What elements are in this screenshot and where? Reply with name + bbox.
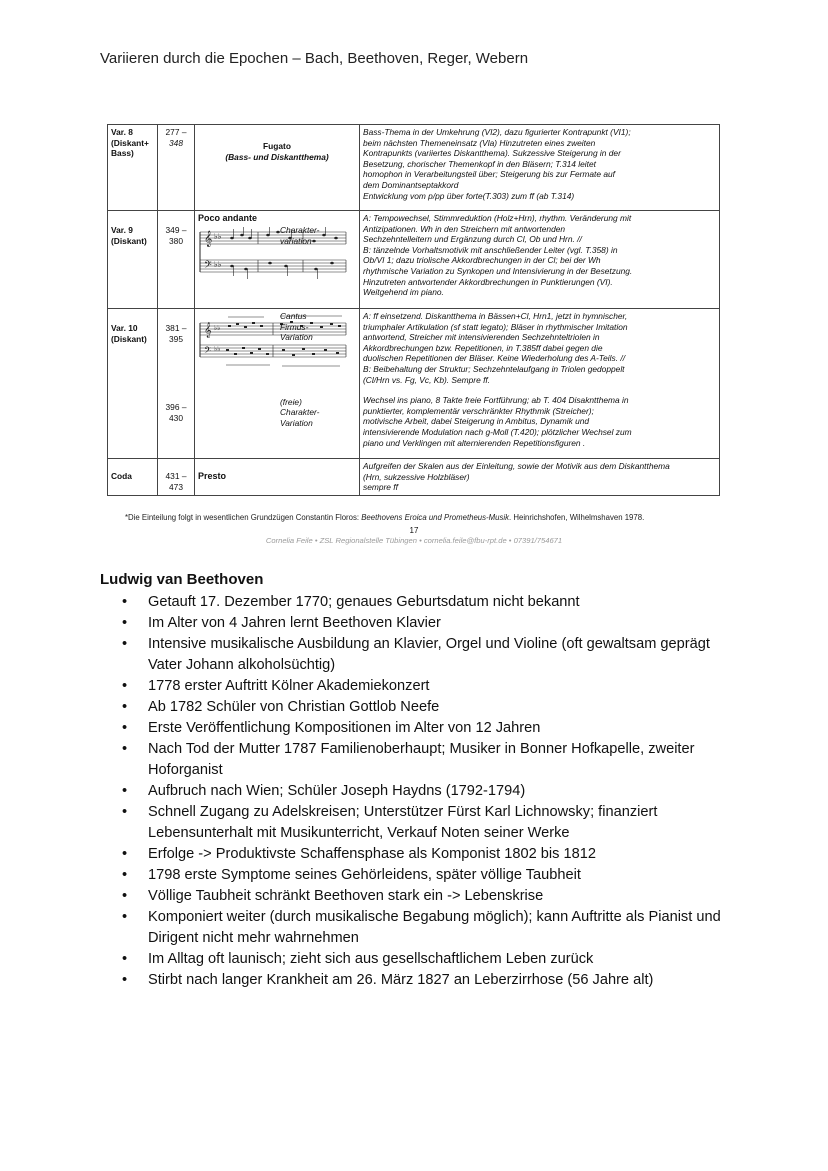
- description-line: B: tänzelnde Vorhaltsmotivik mit anschließender Leiter (vgl. T.358) in: [363, 244, 618, 255]
- description-line: triumphaler Artikulation (sf statt legato); Bläser in rhythmischer Imitation: [363, 321, 628, 332]
- footnote: [125, 513, 725, 522]
- form-label: Charakter-: [280, 407, 320, 418]
- description-line: Besetzung, chorischer Themenkopf in den Bläsern; T.314 leitet: [363, 158, 596, 169]
- list-item: • Komponiert weiter (durch musikalische Begabung möglich); kann Auftritte als Pianist und Dirigent nicht mehr wahrnehmen: [148, 907, 738, 949]
- score-cell: [195, 211, 278, 309]
- footnote-book-title: Beethovens Eroica und Prometheus-Musik: [361, 513, 510, 522]
- footnote-publisher: . Heinrichshofen, Wilhelmshaven 1978.: [509, 513, 645, 522]
- description-line: dem Dominantseptakkord: [363, 179, 459, 190]
- variations-table: [107, 124, 720, 496]
- score-cell: [195, 459, 360, 496]
- description-line: motivische Arbeit, dabei Steigerung in Ambitus, Dynamik und: [363, 416, 590, 427]
- list-item: • Erfolge -> Produktivste Schaffensphase als Komponist 1802 bis 1812: [148, 844, 738, 865]
- variation-cell: [108, 459, 158, 496]
- list-item: • Ab 1782 Schüler von Christian Gottlob Neefe: [148, 697, 738, 718]
- description-line: B: Beibehaltung der Struktur; Sechzehntelaufgang in Triolen gedoppelt: [363, 363, 625, 374]
- svg-text:𝄞: 𝄞: [204, 230, 213, 247]
- section-title: Ludwig van Beethoven: [100, 571, 264, 588]
- list-item: • Aufbruch nach Wien; Schüler Joseph Haydns (1792-1794): [148, 781, 738, 802]
- list-item: • Im Alter von 4 Jahren lernt Beethoven Klavier: [148, 613, 738, 634]
- contact-line: Cornelia Feile • ZSL Regionalstelle Tübingen • cornelia.feile@fbu-rpt.de • 07391/754671: [265, 536, 563, 545]
- score-title: Fugato: [263, 141, 291, 151]
- svg-text:♭♭: ♭♭: [214, 346, 221, 353]
- description-line: punktierter, komplementär verschränkter Rhythmik (Streicher);: [363, 405, 594, 416]
- score-subtitle: (Bass- und Diskantthema): [225, 151, 329, 162]
- variation-cell: [108, 211, 158, 309]
- description-line: piano und Verklingen mit alternierenden Repetitionsfiguren .: [363, 437, 586, 448]
- description-line: rhythmische Variation zu Synkopen und Intensivierung in der Besetzung.: [363, 265, 633, 276]
- form-label: Variation: [280, 417, 313, 428]
- svg-text:♭♭: ♭♭: [214, 259, 222, 269]
- page-header: Variieren durch die Epochen – Bach, Beethoven, Reger, Webern: [100, 50, 529, 67]
- list-item: • Erste Veröffentlichung Kompositionen im Alter von 12 Jahren: [148, 718, 738, 739]
- bars-label: 349 –: [165, 225, 187, 235]
- description-line: A: ff einsetzend. Diskantthema in Bässen+Cl, Hrn1, jetzt in hymnischer,: [363, 311, 628, 321]
- description-line: intensivierende Modulation nach g-Moll (T.420); plötzlicher Wechsel zum: [363, 426, 632, 437]
- variation-label: Var. 9: [111, 225, 133, 235]
- score-cell: [195, 125, 360, 211]
- variation-cell: [108, 309, 158, 459]
- list-item: • Getauft 17. Dezember 1770; genaues Geburtsdatum nicht bekannt: [148, 592, 738, 613]
- list-item: • Intensive musikalische Ausbildung an Klavier, Orgel und Violine (oft gewaltsam geprägt Vater Johann alkoholsüchtig): [148, 634, 738, 676]
- list-item: • Nach Tod der Mutter 1787 Familienoberhaupt; Musiker in Bonner Hofkapelle, zweiter Hoforganist: [148, 739, 738, 781]
- svg-text:𝄢: 𝄢: [204, 258, 212, 273]
- description-line: Sechzehntelleitern und Ergänzung durch Cl, Ob und Hrn. //: [363, 234, 582, 245]
- bars-label: 348: [169, 137, 183, 148]
- table-row: [108, 211, 720, 309]
- table-row: [108, 309, 720, 459]
- description-line: duolischen Repetitionen der Bläser. Keine Wiederholung des A-Teils. //: [363, 353, 626, 364]
- table-row: [108, 459, 720, 496]
- svg-text:♭♭: ♭♭: [214, 231, 222, 241]
- description-line: sempre ff: [363, 482, 398, 493]
- form-label: (freie): [280, 396, 302, 407]
- variation-label: Var. 10: [111, 323, 138, 333]
- page-number: 17: [409, 526, 419, 535]
- description-line: A: Tempowechsel, Stimmreduktion (Holz+Hrn), rhythm. Veränderung mit: [363, 213, 632, 223]
- form-label: Cantus: [280, 311, 307, 321]
- variation-label: Var. 8: [111, 127, 133, 137]
- bars-label: 473: [169, 481, 183, 492]
- bars-label: 430: [169, 412, 183, 423]
- description-cell: [360, 211, 720, 309]
- biography-list: [148, 592, 738, 991]
- description-line: homophon in Verarbeitungsteil über; Steigerung bis zur Fermate auf: [363, 169, 616, 180]
- description-cell: [360, 125, 720, 211]
- tempo-marking: Presto: [198, 471, 227, 481]
- description-line: Bass-Thema in der Umkehrung (VI2), dazu figurierter Kontrapunkt (VI1);: [363, 127, 631, 137]
- variation-label: Bass): [111, 148, 134, 159]
- footnote-text: *Die Einteilung folgt in wesentlichen Grundzügen Constantin Floros:: [125, 513, 362, 522]
- list-item: • 1798 erste Symptome seines Gehörleidens, später völlige Taubheit: [148, 865, 738, 886]
- description-line: Hinzutreten antwortender Akkordbrechungen in Punktierungen (VI).: [363, 276, 613, 287]
- bars-cell: [158, 459, 195, 496]
- variation-label: (Diskant+: [111, 137, 149, 148]
- variation-cell: [108, 125, 158, 211]
- variation-label: (Diskant): [111, 333, 147, 344]
- description-line: Entwicklung vom p/pp über forte(T.303) zum ff (ab T.314): [363, 190, 575, 201]
- list-item: • Stirbt nach langer Krankheit am 26. März 1827 an Leberzirrhose (56 Jahre alt): [148, 970, 738, 991]
- description-line: Akkordbrechungen bzw. Repetitionen, in T.385ff dabei gegen die: [363, 342, 603, 353]
- bars-label: 381 –: [165, 323, 187, 333]
- form-cell: [277, 309, 360, 459]
- description-line: Aufgreifen der Skalen aus der Einleitung, sowie der Motivik aus dem Diskantthema: [363, 461, 670, 471]
- list-item: • Im Alltag oft launisch; zieht sich aus gesellschaftlichem Leben zurück: [148, 949, 738, 970]
- svg-text:𝄢: 𝄢: [204, 345, 212, 358]
- list-item: • Völlige Taubheit schränkt Beethoven stark ein -> Lebenskrise: [148, 886, 738, 907]
- description-line: Wechsel ins piano, 8 Takte freie Fortführung; ab T. 404 Disakntthema in: [363, 395, 629, 406]
- tempo-marking: Poco andante: [198, 213, 258, 223]
- bars-label: 431 –: [165, 471, 187, 481]
- bars-label: 277 –: [165, 127, 187, 137]
- svg-text:♭♭: ♭♭: [214, 325, 221, 332]
- variation-label: Coda: [111, 471, 132, 481]
- description-line: Ob/VI 1; dazu triolische Akkordbrechungen in der Cl; bei der Wh: [363, 255, 601, 266]
- svg-text:𝄞: 𝄞: [204, 323, 212, 338]
- description-line: antwortend, Streicher mit intensivierenden Sechzehnteltriolen in: [363, 332, 600, 343]
- bars-label: 380: [169, 235, 183, 246]
- score-cell: [195, 309, 278, 459]
- description-line: (Hrn, sukzessive Holzbläser): [363, 471, 470, 482]
- bars-cell: [158, 211, 195, 309]
- description-line: Kontrapunkts (variiertes Diskantthema). Sukzessive Steigerung in der: [363, 148, 621, 159]
- bars-cell: [158, 125, 195, 211]
- bars-cell: [158, 309, 195, 459]
- variation-label: (Diskant): [111, 235, 147, 246]
- bars-label: 396 –: [165, 402, 187, 413]
- bars-label: 395: [169, 333, 183, 344]
- form-label: variation: [280, 235, 312, 246]
- description-line: beim nächsten Themeneinsatz (Vla) Hinzutreten eines zweiten: [363, 137, 596, 148]
- description-line: (Cl/Hrn vs. Fg, Vc, Kb). Sempre ff.: [363, 374, 491, 385]
- form-label: Variation: [280, 332, 313, 343]
- description-cell: [360, 459, 720, 496]
- list-item: • Schnell Zugang zu Adelskreisen; Unterstützer Fürst Karl Lichnowsky; finanziert Lebensunterhalt mit Musikunterricht, Verkauf Noten seiner Werke: [148, 802, 738, 844]
- table-row: [108, 125, 720, 211]
- description-line: Weitgehend im piano.: [363, 287, 444, 298]
- form-label: Charakter-: [280, 225, 320, 235]
- description-line: Antizipationen. Wh in den Streichern mit antwortenden: [363, 223, 566, 234]
- description-cell: [360, 309, 720, 459]
- list-item: • 1778 erster Auftritt Kölner Akademiekonzert: [148, 676, 738, 697]
- form-label: Firmus-: [280, 321, 309, 332]
